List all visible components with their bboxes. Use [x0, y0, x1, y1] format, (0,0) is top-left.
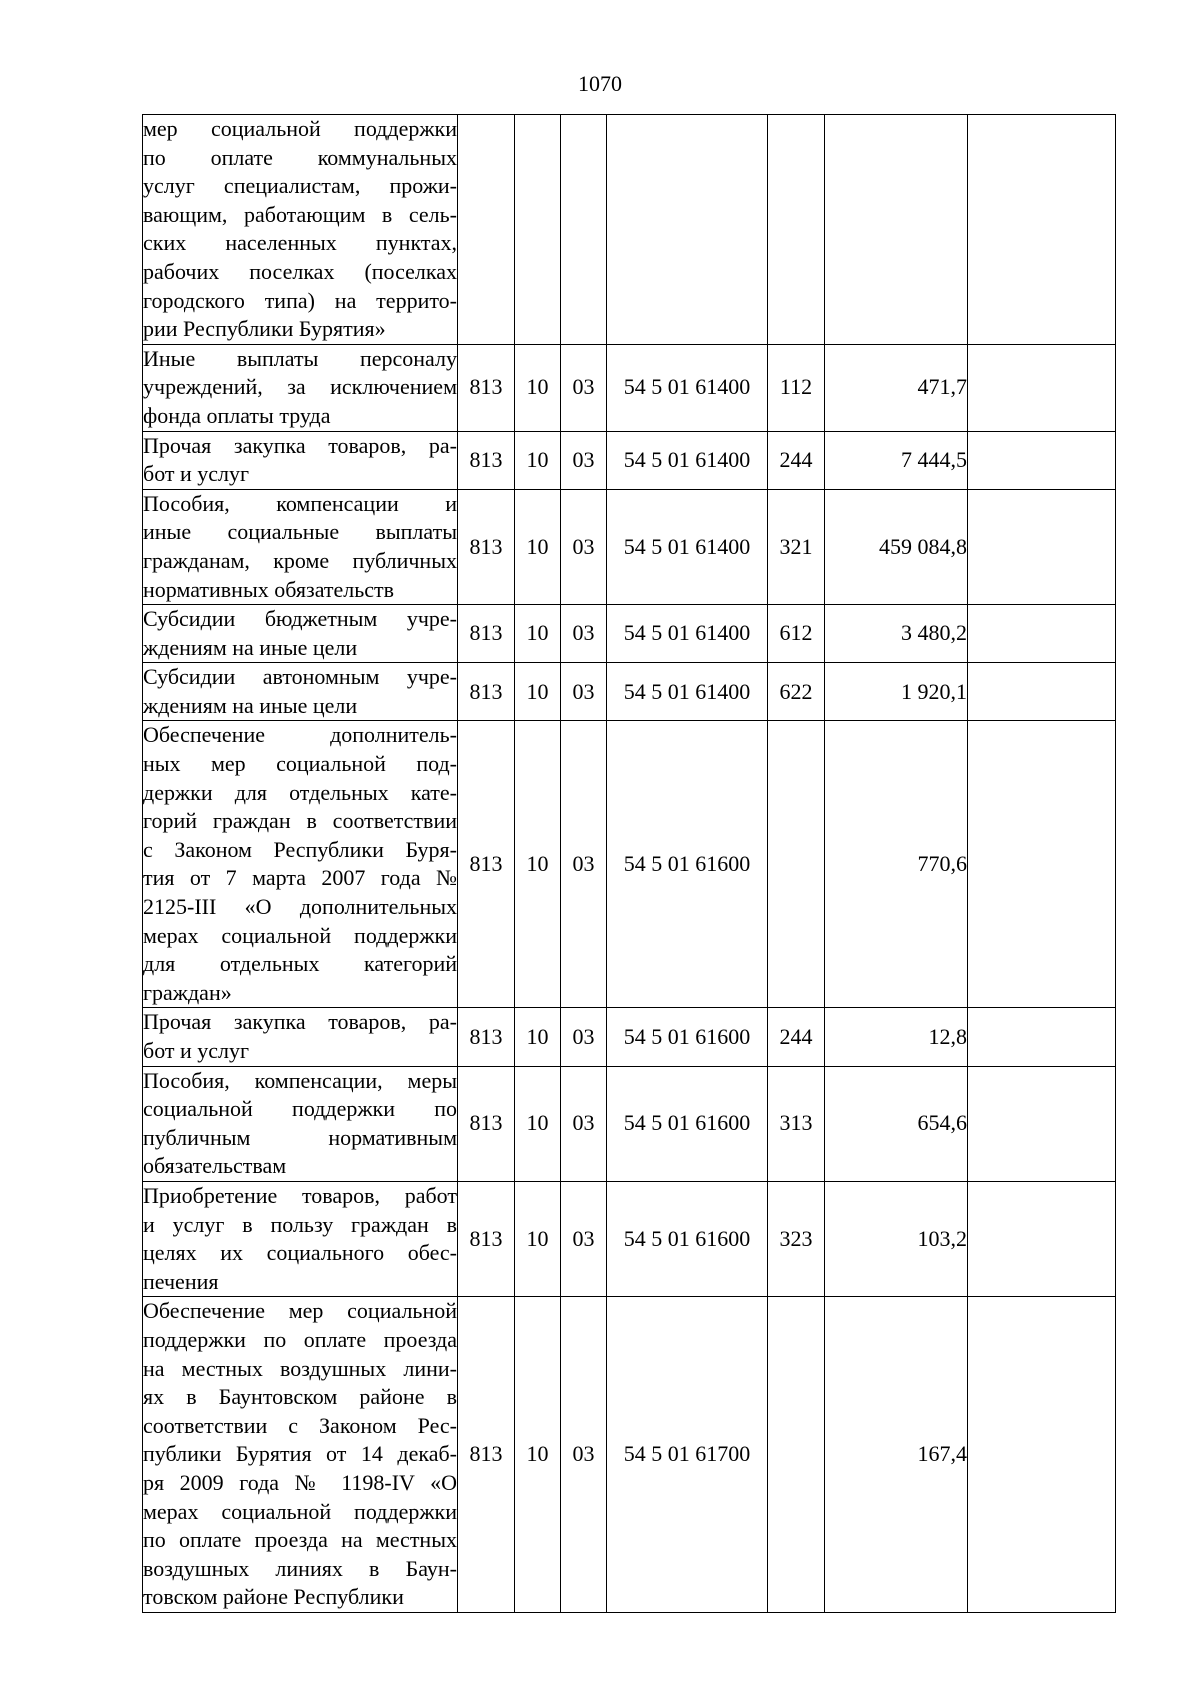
cell-rz: 10	[515, 721, 561, 1008]
cell-pr: 03	[561, 1181, 607, 1296]
description-line: мер социальной поддержки	[143, 116, 457, 141]
description-line: для отдельных категорий	[143, 951, 457, 977]
description-line: товском районе Республики	[143, 1584, 404, 1610]
cell-gr: 813	[458, 1066, 515, 1181]
description-line: гражданам, кроме публичных	[143, 547, 457, 573]
cell-pr: 03	[561, 1008, 607, 1066]
cell-vr: 622	[768, 663, 825, 721]
description-line: вающим, работающим в сель-	[143, 201, 457, 227]
cell-rz: 10	[515, 1181, 561, 1296]
cell-gr: 813	[458, 344, 515, 431]
cell-description	[143, 1181, 458, 1296]
cell-extra	[968, 489, 1116, 604]
description-line: тия от 7 марта 2007 года №	[143, 865, 457, 891]
cell-gr: 813	[458, 663, 515, 721]
cell-vr	[768, 1297, 825, 1613]
cell-gr: 813	[458, 1008, 515, 1066]
cell-csr: 54 5 01 61400	[607, 344, 768, 431]
table-row	[143, 663, 1116, 721]
cell-rz: 10	[515, 344, 561, 431]
cell-csr: 54 5 01 61400	[607, 431, 768, 489]
cell-pr: 03	[561, 344, 607, 431]
cell-vr: 244	[768, 431, 825, 489]
cell-gr: 813	[458, 1181, 515, 1296]
cell-extra	[968, 721, 1116, 1008]
description-line: с Законом Республики Буря-	[143, 836, 457, 862]
cell-vr: 612	[768, 605, 825, 663]
table-row	[143, 431, 1116, 489]
cell-sum: 770,6	[825, 721, 968, 1008]
cell-vr: 313	[768, 1066, 825, 1181]
cell-description	[143, 663, 458, 721]
cell-csr: 54 5 01 61600	[607, 1181, 768, 1296]
cell-sum: 1 920,1	[825, 663, 968, 721]
description-line: учреждений, за исключением	[143, 374, 457, 400]
cell-pr: 03	[561, 489, 607, 604]
cell-vr	[768, 115, 825, 345]
cell-sum: 3 480,2	[825, 605, 968, 663]
description-line: по оплате проезда на местных	[143, 1527, 457, 1553]
cell-csr	[607, 115, 768, 345]
cell-csr: 54 5 01 61400	[607, 605, 768, 663]
cell-extra	[968, 1008, 1116, 1066]
cell-sum: 103,2	[825, 1181, 968, 1296]
description-line: ских населенных пунктах,	[143, 230, 457, 256]
cell-rz: 10	[515, 663, 561, 721]
cell-csr: 54 5 01 61400	[607, 489, 768, 604]
description-line: социальной поддержки по	[143, 1096, 457, 1122]
cell-gr: 813	[458, 605, 515, 663]
cell-extra	[968, 344, 1116, 431]
cell-description	[143, 1066, 458, 1181]
description-line: 2125-III «О дополнительных	[143, 894, 457, 920]
cell-gr: 813	[458, 431, 515, 489]
cell-sum: 12,8	[825, 1008, 968, 1066]
cell-pr: 03	[561, 431, 607, 489]
cell-csr: 54 5 01 61600	[607, 721, 768, 1008]
description-line: Прочая закупка товаров, ра-	[143, 1009, 457, 1035]
cell-rz: 10	[515, 489, 561, 604]
cell-description	[143, 1297, 458, 1613]
cell-extra	[968, 115, 1116, 345]
table-body	[143, 115, 1116, 1613]
cell-sum	[825, 115, 968, 345]
description-line: ных мер социальной под-	[143, 751, 457, 777]
table-row	[143, 489, 1116, 604]
cell-pr: 03	[561, 1066, 607, 1181]
description-line: услуг специалистам, прожи-	[143, 173, 457, 199]
cell-rz: 10	[515, 605, 561, 663]
cell-sum: 654,6	[825, 1066, 968, 1181]
description-line: воздушных линиях в Баун-	[143, 1555, 457, 1581]
description-line: мерах социальной поддержки	[143, 922, 457, 948]
cell-description	[143, 605, 458, 663]
description-line: Субсидии автономным учре-	[143, 664, 457, 690]
cell-pr	[561, 115, 607, 345]
description-line: ждениям на иные цели	[143, 634, 358, 660]
cell-gr: 813	[458, 721, 515, 1008]
description-line: горий граждан в соответствии	[143, 808, 457, 834]
description-line: целях их социального обес-	[143, 1240, 457, 1266]
description-line: Прочая закупка товаров, ра-	[143, 432, 457, 458]
cell-rz: 10	[515, 1066, 561, 1181]
cell-sum: 7 444,5	[825, 431, 968, 489]
table-row	[143, 1066, 1116, 1181]
cell-vr: 323	[768, 1181, 825, 1296]
cell-description	[143, 489, 458, 604]
cell-sum: 167,4	[825, 1297, 968, 1613]
description-line: рии Республики Бурятия»	[143, 316, 386, 342]
cell-sum: 471,7	[825, 344, 968, 431]
cell-csr: 54 5 01 61400	[607, 663, 768, 721]
cell-extra	[968, 1066, 1116, 1181]
description-line: Обеспечение дополнитель-	[143, 722, 457, 748]
description-line: Пособия, компенсации и	[143, 490, 457, 516]
cell-extra	[968, 1297, 1116, 1613]
description-line: Субсидии бюджетным учре-	[143, 606, 457, 632]
cell-sum: 459 084,8	[825, 489, 968, 604]
table-row	[143, 344, 1116, 431]
cell-extra	[968, 1181, 1116, 1296]
cell-extra	[968, 605, 1116, 663]
description-line: нормативных обязательств	[143, 576, 395, 602]
description-line: фонда оплаты труда	[143, 402, 331, 428]
description-line: Обеспечение мер социальной	[143, 1298, 457, 1324]
cell-gr	[458, 115, 515, 345]
cell-rz	[515, 115, 561, 345]
cell-csr: 54 5 01 61600	[607, 1066, 768, 1181]
cell-gr: 813	[458, 1297, 515, 1613]
cell-vr	[768, 721, 825, 1008]
cell-description	[143, 431, 458, 489]
description-line: городского типа) на террито-	[143, 287, 457, 313]
description-line: на местных воздушных лини-	[143, 1355, 457, 1381]
budget-table	[142, 114, 1116, 1613]
description-line: поддержки по оплате проезда	[143, 1326, 457, 1352]
cell-gr: 813	[458, 489, 515, 604]
cell-pr: 03	[561, 1297, 607, 1613]
cell-vr: 244	[768, 1008, 825, 1066]
description-line: и услуг в пользу граждан в	[143, 1211, 457, 1237]
description-line: соответствии с Законом Рес-	[143, 1412, 457, 1438]
table-row	[143, 1297, 1116, 1613]
description-line: ждениям на иные цели	[143, 692, 358, 718]
cell-rz: 10	[515, 1008, 561, 1066]
description-line: граждан»	[143, 979, 232, 1005]
description-line: ря 2009 года № 1198-IV «О	[143, 1469, 457, 1495]
description-line: ях в Баунтовском районе в	[143, 1384, 457, 1410]
cell-pr: 03	[561, 605, 607, 663]
description-line: держки для отдельных кате-	[143, 779, 457, 805]
table-row	[143, 605, 1116, 663]
cell-pr: 03	[561, 663, 607, 721]
description-line: по оплате коммунальных	[143, 144, 457, 170]
description-line: рабочих поселках (поселках	[143, 258, 457, 284]
table-row	[143, 1181, 1116, 1296]
cell-csr: 54 5 01 61600	[607, 1008, 768, 1066]
description-line: бот и услуг	[143, 1038, 250, 1063]
cell-csr: 54 5 01 61700	[607, 1297, 768, 1613]
description-line: Иные выплаты персоналу	[143, 345, 457, 371]
cell-pr: 03	[561, 721, 607, 1008]
cell-description	[143, 1008, 458, 1066]
cell-vr: 321	[768, 489, 825, 604]
description-line: публичным нормативным	[143, 1124, 457, 1150]
table-row	[143, 721, 1116, 1008]
cell-description	[143, 721, 458, 1008]
description-line: обязательствам	[143, 1153, 287, 1179]
page-number: 1070	[578, 71, 622, 96]
description-line: публики Бурятия от 14 декаб-	[143, 1441, 457, 1467]
cell-vr: 112	[768, 344, 825, 431]
description-line: иные социальные выплаты	[143, 519, 457, 545]
cell-extra	[968, 431, 1116, 489]
cell-description	[143, 344, 458, 431]
description-line: Пособия, компенсации, меры	[143, 1067, 457, 1093]
description-line: бот и услуг	[143, 461, 250, 487]
cell-description	[143, 115, 458, 345]
cell-extra	[968, 663, 1116, 721]
cell-rz: 10	[515, 1297, 561, 1613]
description-line: печения	[143, 1268, 219, 1294]
table-row	[143, 1008, 1116, 1066]
description-line: мерах социальной поддержки	[143, 1498, 457, 1524]
cell-rz: 10	[515, 431, 561, 489]
table-row	[143, 115, 1116, 345]
description-line: Приобретение товаров, работ	[143, 1182, 457, 1208]
